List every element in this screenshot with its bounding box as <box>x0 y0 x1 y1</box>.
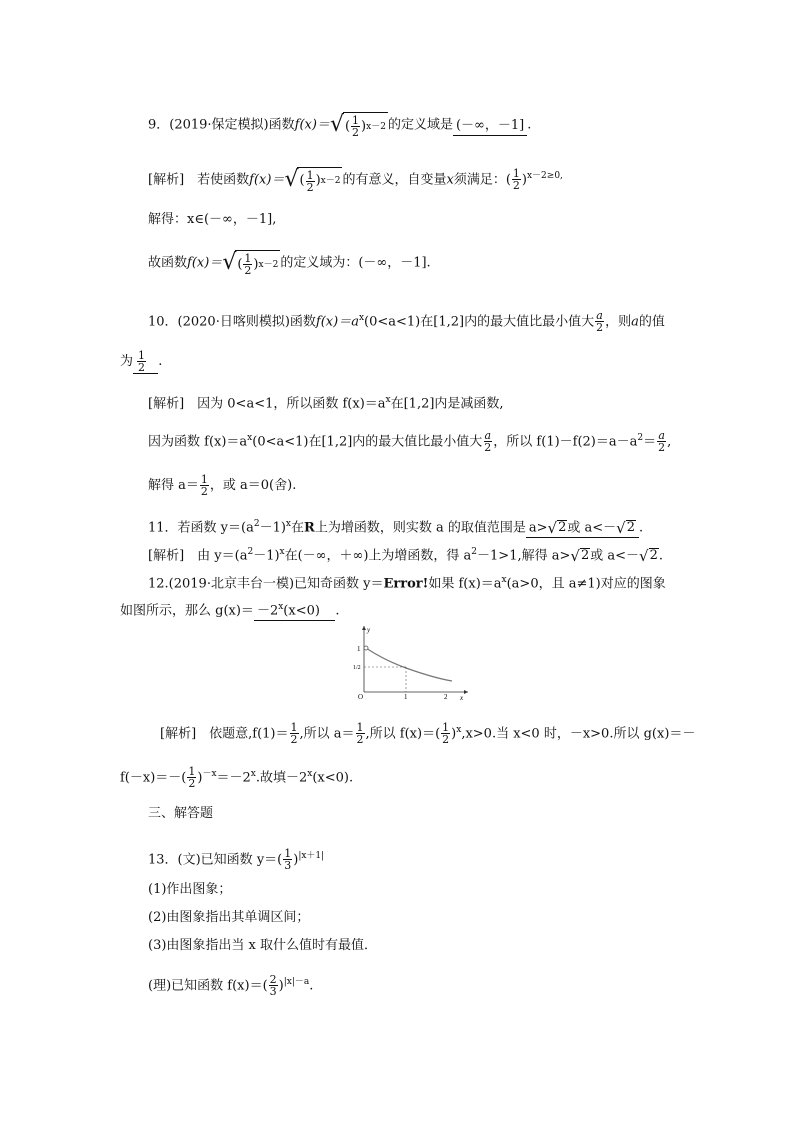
q13-part2: (2)由图象指出其单调区间； <box>148 910 310 925</box>
q11-line: 11．若函数 $y=(a^2-1)^x$在R上为增函数，则实数 a 的取值范围是 a> √ 2 或 a<－ √ 2 . <box>148 518 644 537</box>
q10-solution-line3: 解得 a＝ $\frac{1}{2}$ ，或 a＝0(舍). <box>148 473 297 498</box>
graph-background <box>344 622 472 700</box>
x-tick-2: 2 <box>444 693 448 700</box>
q13-part1: (1)作出图象； <box>148 882 232 897</box>
section-heading: 三、解答题 <box>148 806 214 821</box>
q9-line: 9．(2019·保定模拟)函数f(x)＝ √ ( $\frac{1}{2}$ ) x－2 的定义域是 (－∞，－1] . <box>148 112 532 139</box>
tick-half: 1/2 <box>353 665 361 671</box>
q9-solution-line2: 解得：x∈(－∞，－1], <box>148 212 277 227</box>
q13-part3: (3)由图象指出当 x 取什么值时有最值． <box>148 938 378 953</box>
q13-li: (理)已知函数 f(x)＝( $\frac{2}{3}$ )$^{|x|-a}$. <box>148 973 314 999</box>
q9-solution-line3: 故函数f(x)＝ √ ( $\frac{1}{2}$ ) x－2 的定义域为：(－∞，－1]. <box>148 250 431 277</box>
tick-1: 1 <box>357 645 361 653</box>
q9-radical: √ ( $\frac{1}{2}$ ) x－2 <box>329 112 386 139</box>
q10-solution-line1: [解析] 因为 0<a<1，所以函数 $f(x)=a^x$在[1,2]内是减函数, <box>148 395 504 412</box>
q12-solution-line2: f(－x)＝－( $\frac{1}{2}$ )$^{-x}=-2^x$.故填$-2^x(x<0)$. <box>120 765 354 791</box>
q12-line2: 如图所示，那么 $g(x)= -2^x(x<0)$ . <box>120 598 339 621</box>
q13-title: 13．(文)已知函数 y＝( $\frac{1}{3}$ )$^{|x+1|}$ <box>148 847 325 873</box>
q11-answer: a> √ 2 或 a<－ √ 2 <box>526 519 639 539</box>
q10-line1: 10．(2020·日喀则模拟)函数$f(x)=a^x(0<a<1)$在[1,2]内的最大值比最小值大 $\frac{a}{2}$ ，则a的值 <box>148 309 665 335</box>
q10-line2: 为 $\frac{1}{2}$ . <box>120 349 163 374</box>
q9-solution-line1: [解析] 若使函数f(x)＝ √ ( $\frac{1}{2}$ ) x－2 的有意义，自变量x须满足：( $\frac{1}{2}$ )$^{x-2\ge 0,}$ <box>148 166 563 194</box>
q10-solution-line2: 因为函数 $f(x)=a^x(0<a<1)$在[1,2]内的最大值比最小值大 $\frac{a}{2}$ ，所以 $f(1)-f(2)=a-a^2=$ $\frac{a}{2}$ , <box>148 429 672 455</box>
q12-line1: 12.(2019·北京丰台一模)已知奇函数 y＝Error!如果 $f(x)=a^x(a>0$，且 a≠1)对应的图象 <box>148 575 666 592</box>
x-label: x <box>460 694 464 700</box>
q12-answer: $-2^x(x<0)$ <box>254 598 335 621</box>
q9-prefix: 9．(2019·保定模拟)函数 <box>148 117 295 133</box>
q9-mid: 的定义域是 <box>387 117 453 133</box>
origin: O <box>358 693 364 700</box>
q11-solution: [解析] 由 $y=(a^2-1)^x$在(－∞，＋∞)上为增函数，得 $a^2-1>1$,解得 a> √ 2 或 a<－ √ 2 . <box>148 546 663 565</box>
open-point <box>364 646 368 650</box>
q9-answer: (－∞，－1] <box>453 117 527 136</box>
q12-graph <box>344 622 472 700</box>
q12-solution-line1: [解析] 依题意,f(1)＝ $\frac{1}{2}$ ,所以 a＝ $\frac{1}{2}$ ,所以 f(x)＝( $\frac{1}{2}$ )$^x$,x>0.当 x<0 时，－x>0.所以 g(x)＝－ <box>160 721 696 747</box>
x-tick-1: 1 <box>404 693 408 700</box>
y-label: y <box>367 626 371 634</box>
q9-fx: f(x)＝ <box>294 117 330 133</box>
